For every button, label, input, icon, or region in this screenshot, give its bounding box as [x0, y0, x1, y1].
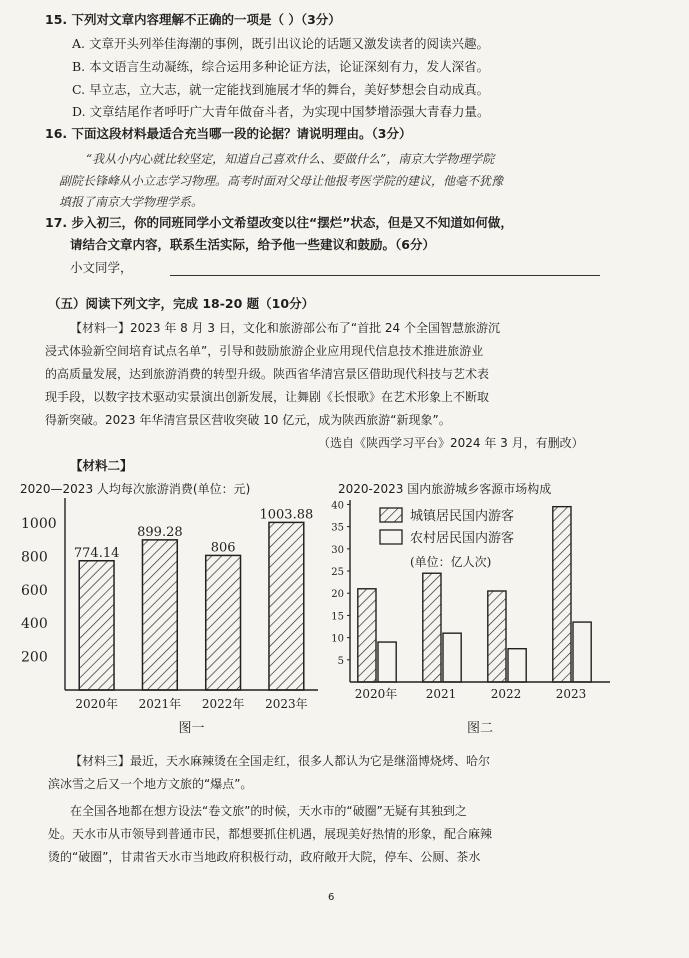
chart1-y-tick-3: 800	[21, 549, 48, 566]
chart1-y-tick-0: 200	[21, 649, 48, 666]
chart2-y-tick-0: 5	[337, 655, 344, 667]
q15-option-a: A. 文章开头列举佳海潮的事例，既引出议论的话题又激发读者的阅读兴趣。	[72, 36, 489, 51]
material1-line-2: 浸式体验新空间培育试点名单”，引导和鼓励旅游企业应用现代信息技术推进旅游业	[45, 344, 484, 358]
material3-line-2: 滨冰雪之后又一个地方文旅的“爆点”。	[48, 777, 253, 791]
q17-answer-line[interactable]	[170, 275, 600, 276]
material1-source: （选自《陕西学习平台》2024 年 3 月，有删改）	[318, 436, 584, 450]
chart1-y-tick-1: 400	[21, 616, 48, 633]
chart2-y-tick-4: 25	[331, 567, 344, 579]
chart1-value-label-2: 806	[210, 540, 236, 556]
chart2-y-tick-7: 40	[331, 500, 344, 512]
material3-line-3: 在全国各地都在想方设法“卷文旅”的时候，天水市的“破圈”无疑有其独到之	[70, 804, 467, 818]
chart1-y-tick-2: 600	[21, 582, 48, 599]
chart1-y-tick-4: 1000	[21, 516, 57, 533]
chart2-legend-swatch-0	[380, 508, 402, 522]
material2-label: 【材料二】	[70, 458, 133, 473]
chart2-x-tick-1: 2021	[425, 687, 457, 701]
q16-quote-line-1: “我从小内心就比较坚定，知道自己喜欢什么、要做什么”，南京大学物理学院	[86, 152, 495, 166]
charts-area	[0, 490, 689, 750]
chart1-bar-3	[269, 522, 304, 690]
chart2-y-tick-6: 35	[331, 522, 344, 534]
section5-heading: （五）阅读下列文字，完成 18-20 题（10分）	[48, 296, 315, 311]
q17-stem-line-2: 请结合文章内容，联系生活实际，给予他一些建议和鼓励。（6分）	[70, 237, 435, 252]
chart2-caption: 图二	[466, 721, 494, 736]
chart1-value-label-1: 899.28	[137, 524, 183, 540]
q15-option-d: D. 文章结尾作者呼吁广大青年做奋斗者，为实现中国梦增添强大青春力量。	[72, 104, 490, 119]
material3-line-1: 【材料三】最近，天水麻辣烫在全国走红，很多人都认为它是继淄博烧烤、哈尔	[70, 754, 491, 768]
page-number: 6	[328, 892, 335, 903]
chart1-value-label-3: 1003.88	[259, 507, 314, 523]
chart1-x-tick-3: 2023年	[265, 697, 308, 711]
chart2-bar-s1-1	[443, 633, 461, 682]
chart2-legend-unit: (单位：亿人次)	[410, 555, 492, 569]
chart2-x-tick-0: 2020年	[354, 687, 398, 701]
q16-stem: 16. 下面这段材料最适合充当哪一段的论据？请说明理由。（3分）	[45, 126, 412, 141]
chart2-y-tick-1: 10	[331, 633, 344, 645]
chart2-y-tick-2: 15	[331, 611, 344, 623]
chart1-title: 2020—2023 人均每次旅游消费(单位：元)	[20, 482, 251, 496]
material1-line-3: 的高质量发展，达到旅游消费的转型升级。陕西省华清宫景区借助现代科技与艺术表	[45, 367, 490, 381]
chart2-bar-s1-3	[573, 622, 591, 682]
chart2-legend-label-1: 农村居民国内游客	[410, 531, 515, 546]
q17-answer-prefix: 小文同学，	[70, 260, 133, 275]
chart1-bar-0	[79, 561, 114, 690]
chart2-bar-s1-0	[378, 642, 396, 682]
q15-stem: 15. 下列对文章内容理解不正确的一项是（ ）（3分）	[45, 12, 341, 27]
q16-quote-line-3: 填报了南京大学物理学系。	[59, 195, 204, 209]
chart2-bar-s0-0	[358, 589, 376, 682]
chart2	[331, 500, 610, 736]
chart2-title: 2020-2023 国内旅游城乡客源市场构成	[338, 482, 552, 496]
chart2-legend-label-0: 城镇居民国内游客	[410, 509, 515, 524]
chart2-legend-swatch-1	[380, 530, 402, 544]
material1-line-5: 得新突破。2023 年华清宫景区营收突破 10 亿元，成为陕西旅游“新现象”。	[45, 413, 451, 427]
chart2-bar-s0-1	[423, 573, 441, 682]
chart2-x-tick-3: 2023	[555, 687, 587, 701]
chart1-bar-1	[142, 540, 177, 690]
chart1	[21, 498, 318, 736]
material1-line-4: 现手段，以数字技术驱动实景演出创新发展，让舞剧《长恨歌》在艺术形象上不断取	[45, 390, 490, 404]
material3-line-5: 烫的“破圈”，甘肃省天水市当地政府积极行动，政府敞开大院，停车、公厕、茶水	[48, 850, 481, 864]
material3-line-4: 处。天水市从市领导到普通市民，都想要抓住机遇，展现美好热情的形象，配合麻辣	[48, 827, 493, 841]
chart2-y-tick-5: 30	[331, 544, 344, 556]
chart1-value-label-0: 774.14	[73, 545, 120, 561]
q15-option-c: C. 早立志，立大志，就一定能找到施展才华的舞台，美好梦想会自动成真。	[72, 82, 490, 97]
q17-stem-line-1: 17. 步入初三，你的同班同学小文希望改变以往“摆烂”状态，但是又不知道如何做，	[45, 215, 513, 230]
material1-line-1: 【材料一】2023 年 8 月 3 日，文化和旅游部公布了“首批 24 个全国智慧旅游沉	[70, 321, 500, 335]
q15-option-b: B. 本文语言生动凝练，综合运用多种论证方法，论证深刻有力，发人深省。	[72, 59, 490, 74]
chart1-bar-2	[206, 555, 241, 690]
chart1-x-tick-2: 2022年	[201, 697, 245, 711]
chart1-x-tick-0: 2020年	[75, 697, 118, 711]
chart2-y-tick-3: 20	[331, 589, 344, 601]
chart2-bar-s0-2	[488, 591, 506, 682]
chart2-bar-s0-3	[553, 507, 571, 682]
chart1-caption: 图一	[178, 721, 205, 736]
chart2-bar-s1-2	[508, 649, 526, 682]
chart1-x-tick-1: 2021年	[138, 697, 182, 711]
chart2-x-tick-2: 2022	[490, 687, 522, 701]
q16-quote-line-2: 副院长锋峰从小立志学习物理。高考时面对父母让他报考医学院的建议，他毫不犹豫	[59, 174, 504, 188]
